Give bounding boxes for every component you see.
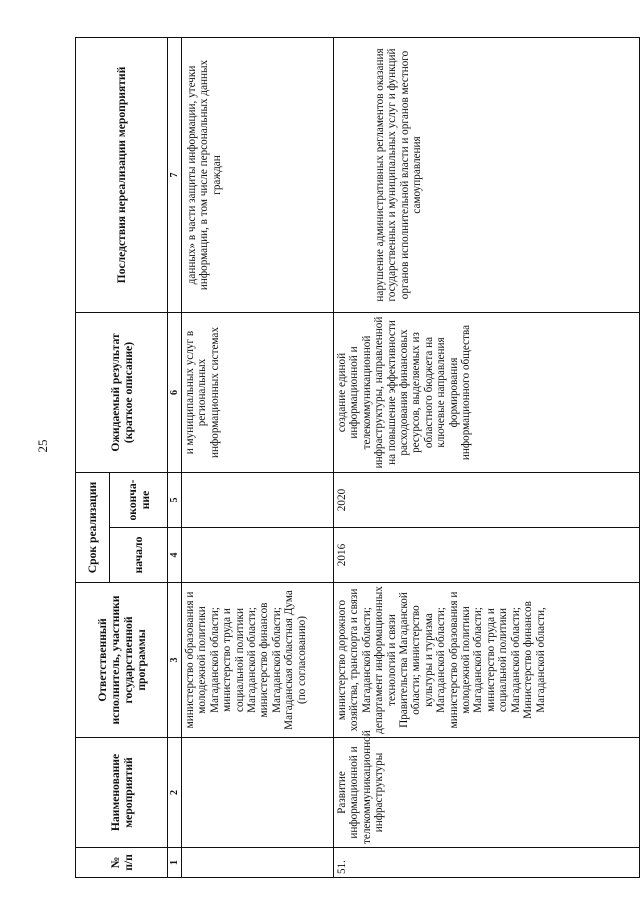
- header-period: Срок реализации: [76, 473, 110, 583]
- header-result: Ожидаемый результат (краткое описание): [76, 313, 168, 473]
- column-number: 1: [168, 848, 182, 878]
- row-result: создание единой информационной и телекоммуникационной инфраструктуры, направленной на повышение эффективности расходования финансовых ресурсов, выделяемых из областного бюджета на ключевые направления формирования информационного общества: [334, 313, 640, 473]
- row-executor: министерство образования и молодежной политики Магаданской области; министерство труда и социальной политики Магаданской области; министерство финансов Магаданской области; Магаданская областная Дума (по согласованию): [182, 583, 334, 738]
- header-end: оконча-ние: [110, 473, 168, 528]
- column-number: 3: [168, 583, 182, 738]
- header-name: Наименование мероприятий: [76, 738, 168, 848]
- page-number: 25: [35, 439, 50, 453]
- row-name: [182, 738, 334, 848]
- row-num: [182, 848, 334, 878]
- header-executor: Ответственный исполнитель, участники государственной программы: [76, 583, 168, 738]
- row-executor: министерство дорожного хозяйства, транспорта и связи Магаданской области; департамент информационных технологий и связи Правительства Магаданской области; министерство культуры и туризма Магаданской области; министерство образования и молодежной политики Магаданской области; министерство труда и социальной политики Магаданской области; Министерство финансов Магаданской области,: [334, 583, 640, 738]
- row-end: [182, 473, 334, 528]
- column-numbers-row: [168, 38, 182, 878]
- events-table: [75, 37, 640, 878]
- row-num: 51.: [334, 848, 640, 878]
- column-number: 2: [168, 738, 182, 848]
- row-consequences: данных» в части защиты информации, утечки информации, в том числе персональных данных граждан: [182, 38, 334, 313]
- column-number: 4: [168, 528, 182, 583]
- row-start: 2016: [334, 528, 640, 583]
- rotated-table-container: [75, 38, 640, 878]
- column-number: 5: [168, 473, 182, 528]
- row-consequences: нарушение административных регламентов оказания государственных и муниципальных услуг и функций органов исполнительной власти и органов местного самоуправления: [334, 38, 640, 313]
- row-result: и муниципальных услуг в региональных информационных системах: [182, 313, 334, 473]
- table-row: [334, 38, 640, 878]
- header-consequences: Последствия нереализации мероприятий: [76, 38, 168, 313]
- table-row: [182, 38, 334, 878]
- header-start: начало: [110, 528, 168, 583]
- row-start: [182, 528, 334, 583]
- column-number: 7: [168, 38, 182, 313]
- header-num: № п/п: [76, 848, 168, 878]
- row-name: Развитие информационной и телекоммуникационной инфраструктуры: [334, 738, 640, 848]
- row-end: 2020: [334, 473, 640, 528]
- column-number: 6: [168, 313, 182, 473]
